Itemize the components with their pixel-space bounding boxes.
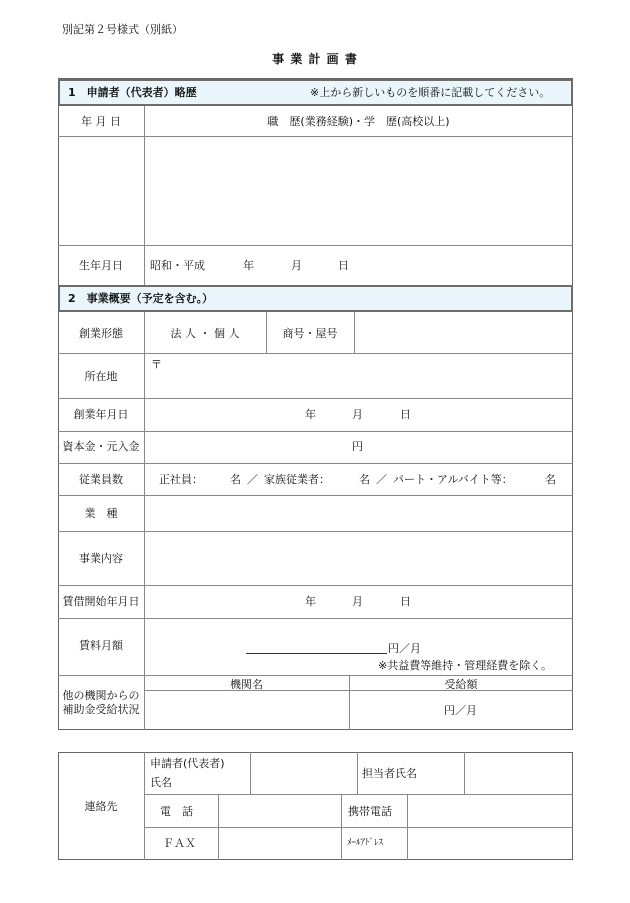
email-label: ﾒｰﾙｱﾄﾞﾚｽ <box>347 838 384 848</box>
employees-family: 家族従業者： <box>264 473 330 486</box>
email-input[interactable] <box>408 828 572 859</box>
employees-sep: ／ <box>376 473 387 486</box>
col-divider <box>357 752 358 794</box>
form-label: 別記第２号様式（別紙） <box>62 23 183 36</box>
capital-label: 資本金・元入金 <box>62 440 140 453</box>
trade-name-input[interactable] <box>355 313 572 352</box>
lease-start-label: 賃借開始年月日 <box>62 595 140 608</box>
subsidy-unit: 円／月 <box>444 704 477 717</box>
business-input[interactable] <box>145 532 572 584</box>
birth-era: 昭和・平成 <box>150 259 205 272</box>
subsidy-label-line2: 補助金受給状況 <box>62 703 140 716</box>
phone-input[interactable] <box>219 795 340 826</box>
subsidy-col-org: 機関名 <box>230 678 263 691</box>
section2-heading: 2 事業概要（予定を含む。） <box>68 292 214 305</box>
location-input[interactable] <box>165 354 572 397</box>
rent-input[interactable] <box>246 637 387 652</box>
postal-mark: 〒 <box>151 358 162 371</box>
subsidy-org-input[interactable] <box>145 691 348 729</box>
birth-day: 日 <box>338 259 349 272</box>
contact-label: 連絡先 <box>84 800 118 813</box>
row-divider <box>58 618 573 619</box>
form-type-options[interactable]: 法 人 ・ 個 人 <box>170 327 240 340</box>
founding-year: 年 <box>305 408 316 421</box>
col-date-header: 年 月 日 <box>81 115 121 128</box>
lease-day: 日 <box>400 595 411 608</box>
applicant-name-label-line2: 氏名 <box>150 776 172 789</box>
employees-sep: ／ <box>247 473 258 486</box>
rent-note: ※共益費等維持・管理経費を除く。 <box>378 659 552 672</box>
row-divider <box>58 398 573 399</box>
fax-input[interactable] <box>219 828 340 859</box>
row-divider <box>58 585 573 586</box>
applicant-name-input[interactable] <box>251 753 356 793</box>
trade-name-label: 商号・屋号 <box>282 327 338 340</box>
birth-month: 月 <box>291 259 302 272</box>
lease-year: 年 <box>305 595 316 608</box>
founding-date-label: 創業年月日 <box>73 408 129 421</box>
mobile-label: 携帯電話 <box>348 805 392 818</box>
section1-heading: 1 申請者（代表者）略歴 <box>68 86 197 99</box>
employees-unit: 名 <box>545 473 556 486</box>
applicant-name-label-line1: 申請者(代表者) <box>150 757 225 770</box>
col-divider <box>144 752 145 860</box>
col-divider <box>341 794 342 860</box>
employees-unit: 名 <box>230 473 241 486</box>
subsidy-col-amount: 受給額 <box>444 678 478 691</box>
rent-label: 賃料月額 <box>79 639 123 652</box>
founding-month: 月 <box>352 408 363 421</box>
employees-part: パート・アルバイト等： <box>393 473 513 486</box>
person-in-charge-input[interactable] <box>465 753 572 793</box>
phone-label: 電 話 <box>160 805 193 818</box>
person-in-charge-label: 担当者氏名 <box>362 767 417 780</box>
founding-day: 日 <box>400 408 411 421</box>
row-divider <box>58 463 573 464</box>
form-type-label: 創業形態 <box>79 327 123 340</box>
capital-yen: 円 <box>352 440 363 453</box>
business-label: 事業内容 <box>79 552 123 565</box>
location-label: 所在地 <box>84 370 118 383</box>
history-entry-area[interactable] <box>145 137 572 244</box>
employees-unit: 名 <box>359 473 370 486</box>
employees-regular: 正社員： <box>159 473 203 486</box>
subsidy-label-line1: 他の機関からの <box>62 689 140 702</box>
rent-unit: 円／月 <box>388 642 421 655</box>
row-divider <box>58 431 573 432</box>
industry-input[interactable] <box>145 496 572 530</box>
fax-label: ＦＡＸ <box>163 837 196 850</box>
col-history-header: 職 歴(業務経験)・学 歴(高校以上) <box>267 115 450 128</box>
industry-label: 業 種 <box>84 507 118 520</box>
rent-underline <box>246 653 387 654</box>
birth-label: 生年月日 <box>79 259 123 272</box>
page-title: 事 業 計 画 書 <box>272 52 358 66</box>
birth-year: 年 <box>243 259 254 272</box>
row-divider <box>58 245 573 246</box>
row-divider <box>58 675 573 676</box>
mobile-input[interactable] <box>408 795 572 826</box>
employees-label: 従業員数 <box>79 473 123 486</box>
lease-month: 月 <box>352 595 363 608</box>
section1-note: ※上から新しいものを順番に記載してください。 <box>310 86 551 99</box>
